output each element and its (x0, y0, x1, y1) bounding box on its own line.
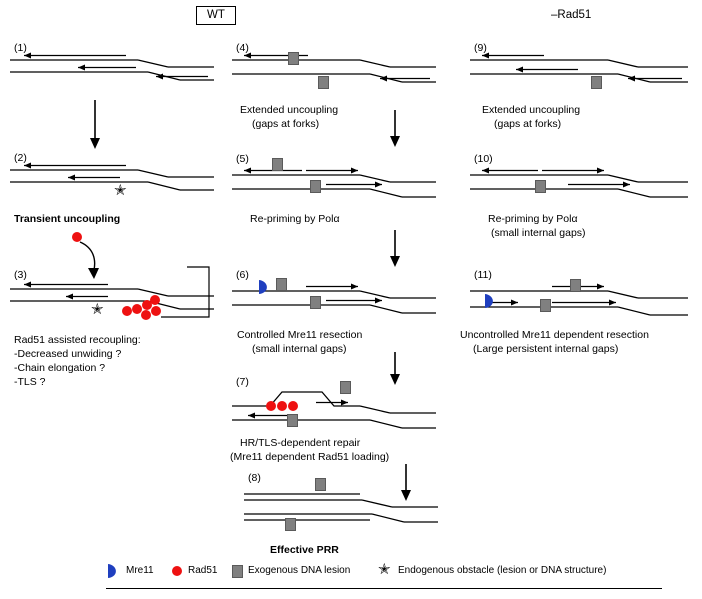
panel-10-diagram (468, 163, 693, 207)
obstacle-icon: ✭ (114, 182, 127, 199)
panel-8-number: (8) (248, 472, 261, 484)
lesion-icon-p4b (318, 76, 329, 89)
column-title-wt: WT (196, 6, 236, 25)
lesion-icon-p8b (285, 518, 296, 531)
lesion-icon-p5a (272, 158, 283, 171)
legend-obstacle-icon: ✭ (378, 561, 391, 578)
arrow-4-to-5 (385, 110, 405, 148)
panel-5-number: (5) (236, 153, 249, 165)
legend-rad51-icon (172, 566, 182, 576)
panel-6-caption-1: Controlled Mre11 resection (237, 329, 363, 341)
panel-2-caption: Transient uncoupling (14, 213, 121, 225)
panel-10-number: (10) (474, 153, 493, 165)
panel-9-caption-1: Extended uncoupling (482, 104, 581, 116)
panel-10-caption-2: (small internal gaps) (491, 227, 586, 239)
lesion-icon-p11b (540, 299, 551, 312)
legend-label-mre11: Mre11 (126, 565, 154, 576)
panel-8-caption-1: Effective PRR (270, 544, 339, 556)
legend-label-obstacle: Endogenous obstacle (lesion or DNA structure) (398, 565, 607, 576)
panel-1-number: (1) (14, 42, 27, 54)
panel-4-number: (4) (236, 42, 249, 54)
panel-4-caption-1: Extended uncoupling (240, 104, 339, 116)
arrow-6-to-7 (385, 352, 405, 386)
panel-9-caption-2: (gaps at forks) (494, 118, 562, 130)
mre11-icon-p11 (483, 293, 497, 309)
lesion-icon-p9 (591, 76, 602, 89)
obstacle-icon-2: ✭ (91, 301, 104, 318)
rad51-note-1: -Decreased unwiding ? (14, 348, 122, 360)
legend-label-rad51: Rad51 (188, 565, 218, 576)
lesion-icon-p6a (276, 278, 287, 291)
panel-4-diagram (230, 52, 440, 96)
panel-11-number: (11) (474, 269, 492, 281)
panel-2-diagram (8, 162, 218, 206)
panel-8-diagram (242, 482, 442, 526)
arrow-1-to-2 (85, 100, 105, 150)
lesion-icon-p5b (310, 180, 321, 193)
lesion-icon-p10 (535, 180, 546, 193)
rad51-note-3: -TLS ? (14, 376, 46, 388)
panel-9-diagram (468, 52, 693, 96)
lesion-icon-p7a (340, 381, 351, 394)
legend-divider (106, 588, 662, 589)
lesion-icon-p6b (310, 296, 321, 309)
rad51-notes (14, 333, 141, 389)
lesion-icon-p4a (288, 52, 299, 65)
lesion-icon-p8a (315, 478, 326, 491)
panel-11-caption-1: Uncontrolled Mre11 dependent resection (460, 329, 649, 341)
mre11-icon-p6 (257, 279, 271, 295)
panel-6-number: (6) (236, 269, 249, 281)
lesion-icon-p7b (287, 414, 298, 427)
recoupling-loop (157, 265, 217, 325)
panel-6-caption-2: (small internal gaps) (252, 343, 347, 355)
panel-7-caption-2: (Mre11 dependent Rad51 loading) (230, 451, 390, 463)
rad51-note-2: -Chain elongation ? (14, 362, 106, 374)
lesion-icon-p11a (570, 279, 581, 292)
legend-label-lesion: Exogenous DNA lesion (248, 565, 351, 576)
rad51-note-0: Rad51 assisted recoupling: (14, 334, 141, 346)
panel-7-caption-1: HR/TLS-dependent repair (240, 437, 361, 449)
legend-lesion-icon (232, 565, 243, 578)
column-title-rad51: –Rad51 (551, 9, 592, 21)
legend-mre11-icon (106, 563, 120, 579)
panel-9-number: (9) (474, 42, 487, 54)
panel-5-caption-1: Re-priming by Polα (250, 213, 340, 225)
panel-11-caption-2: (Large persistent internal gaps) (473, 343, 619, 355)
panel-5-diagram (230, 163, 440, 207)
panel-7-diagram (230, 386, 440, 436)
panel-4-caption-2: (gaps at forks) (252, 118, 320, 130)
panel-1-diagram (8, 52, 218, 96)
column-title-wt-box (196, 6, 236, 25)
arrow-5-to-6 (385, 230, 405, 268)
panel-3-number: (3) (14, 269, 27, 281)
panel-7-number: (7) (236, 376, 249, 388)
panel-10-caption-1: Re-priming by Polα (488, 213, 578, 225)
panel-2-number: (2) (14, 152, 27, 164)
